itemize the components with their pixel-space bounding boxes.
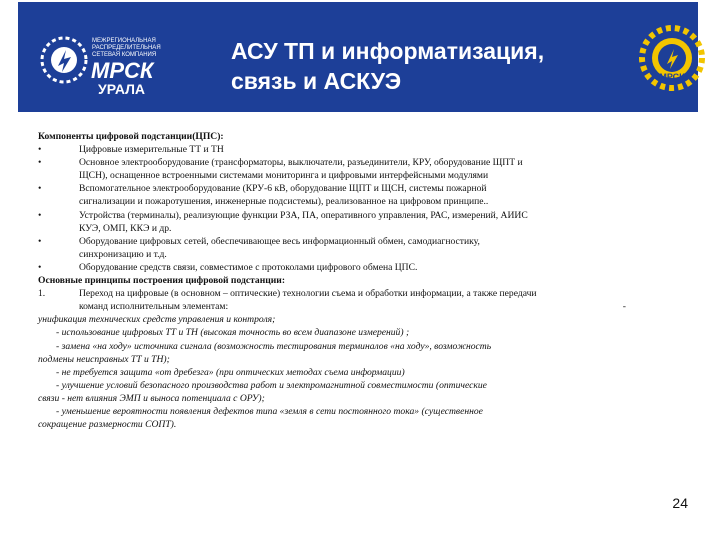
bullet-marker: • — [38, 261, 42, 273]
logo-brand: МРСК — [91, 58, 154, 83]
logo-small-line3: СЕТЕВАЯ КОМПАНИЯ — [92, 52, 157, 58]
numbered-item — [38, 287, 678, 313]
detail-line: - использование цифровых ТТ и ТН (высокая точность во всем диапазоне измерений) ; — [56, 327, 410, 339]
emblem-brand: МРСК — [659, 72, 685, 82]
slide-body — [38, 130, 678, 431]
header-banner — [18, 2, 698, 112]
item-text: Вспомогательное электрооборудование (КРУ-6 кВ, оборудование ЩПТ и ЩСН, системы пожарной — [79, 183, 487, 195]
mrsk-urala-logo — [38, 20, 218, 100]
principles-details — [38, 313, 678, 431]
detail-line: сокращение размерности СОПТ). — [38, 419, 177, 431]
item-text: Основное электрооборудование (трансформаторы, выключатели, разъединители, КРУ, оборудование ЩПТ и — [79, 157, 523, 169]
item-text: Цифровые измерительные ТТ и ТН — [79, 144, 224, 156]
list-item — [38, 143, 678, 156]
detail-line: - уменьшение вероятности появления дефектов типа «земля в сети постоянного тока» (существенное — [56, 405, 483, 417]
page-number: 24 — [672, 495, 688, 511]
bullet-marker: • — [38, 183, 42, 195]
bullet-marker: • — [38, 235, 42, 247]
item-text: команд исполнительным элементам: — [79, 301, 229, 313]
title-line-2: связь и АСКУЭ — [231, 68, 402, 94]
bullet-marker: • — [38, 144, 42, 156]
number-marker: 1. — [38, 288, 46, 300]
list-item — [38, 209, 678, 235]
detail-line: подмены неисправных ТТ и ТН); — [38, 353, 170, 365]
list-item — [38, 235, 678, 261]
item-text: ЩСН), оснащенное встроенными системами мониторинга и цифровыми интерфейсными модулями — [79, 170, 489, 182]
bullet-marker: • — [38, 157, 42, 169]
detail-line: унификация технических средств управления и контроля; — [38, 314, 276, 326]
list-item — [38, 156, 678, 182]
bullet-marker: • — [38, 209, 42, 221]
item-text: Переход на цифровые (в основном – оптические) технологии съема и обработки информации, а также передачи — [79, 288, 537, 300]
logo-small-line2: РАСПРЕДЕЛИТЕЛЬНАЯ — [92, 45, 161, 51]
detail-line: - не требуется защита «от дребезга» (при оптических методах съема информации) — [56, 366, 405, 378]
detail-line: - улучшение условий безопасного производства работ и электромагнитной совместимости (оптические — [56, 379, 487, 391]
item-text-row — [79, 300, 678, 313]
mrsk-emblem — [632, 18, 712, 98]
title-line-1: АСУ ТП и информатизация, — [231, 38, 545, 64]
item-text: синхронизацию и т.д. — [79, 248, 167, 260]
slide-title — [231, 36, 544, 96]
sun-icon — [42, 38, 86, 82]
item-text: Оборудование средств связи, совместимое с протоколами цифрового обмена ЦПС. — [79, 261, 418, 273]
components-heading: Компоненты цифровой подстанции(ЦПС): — [38, 131, 224, 142]
item-text: Оборудование цифровых сетей, обеспечивающее весь информационный обмен, самодиагностику, — [79, 235, 480, 247]
detail-line: связи - нет влияния ЭМП и выноса потенциала с ОРУ); — [38, 392, 265, 404]
logo-small-line1: МЕЖРЕГИОНАЛЬНАЯ — [92, 38, 156, 44]
detail-line: - замена «на ходу» источника сигнала (возможность тестирования терминалов «на ходу», возможность — [56, 340, 492, 352]
dash-mark: - — [622, 301, 626, 313]
item-text: сигнализации и пожаротушения, инженерные подсистемы), реализованное на цифровом принципе.. — [79, 196, 489, 208]
list-item — [38, 182, 678, 208]
list-item — [38, 261, 678, 274]
item-text: КУЭ, ОМП, ККЭ и др. — [79, 222, 172, 234]
item-text: Устройства (терминалы), реализующие функции РЗА, ПА, оперативного управления, РАС, измерений, АИИС — [79, 209, 528, 221]
logo-region: УРАЛА — [98, 81, 146, 97]
principles-heading: Основные принципы построения цифровой подстанции: — [38, 275, 286, 287]
